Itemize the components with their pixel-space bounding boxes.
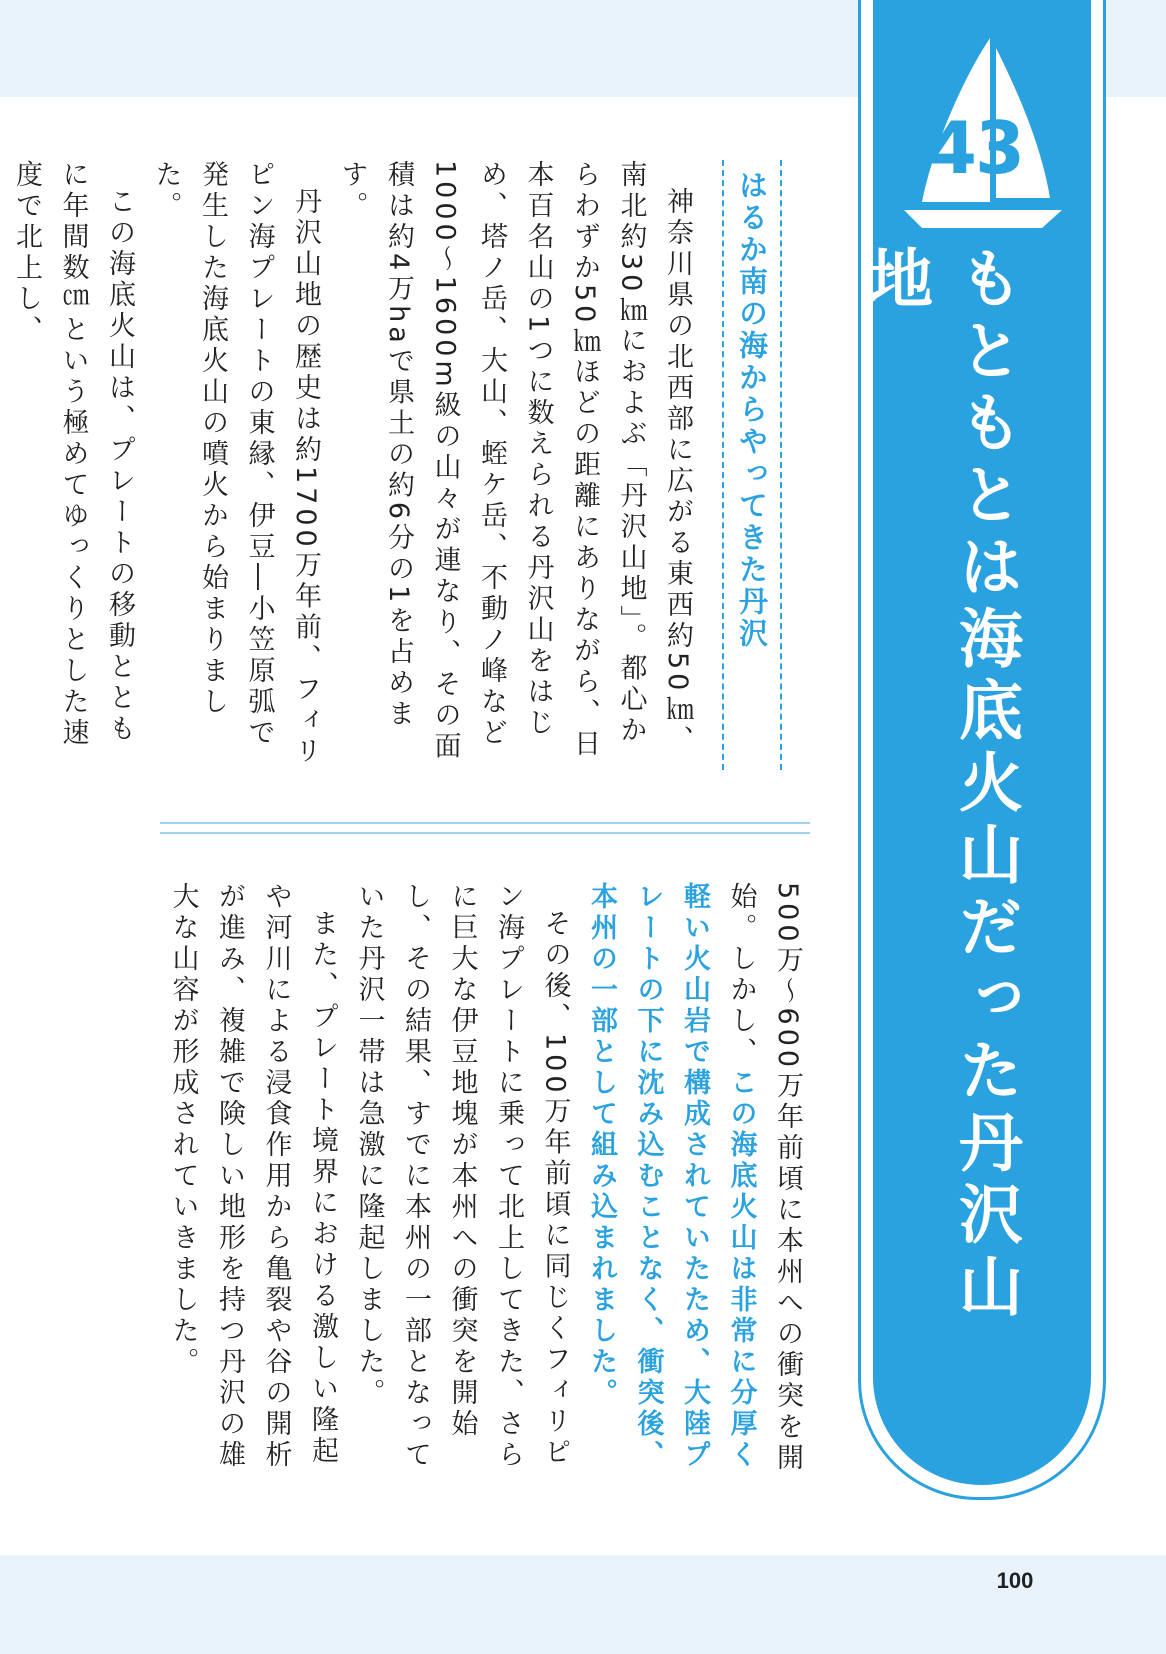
paragraph: その後、100万年前頃に同じくフィリピン海プレートに乗って北上してきた、さらに巨大な伊豆地塊が本州への衝突を開始し、その結果、すでに本州の一部となっていた丹沢一帯は急激に隆起しました。 — [353, 882, 571, 1471]
paragraph: 丹沢山地の歴史は約1700万年前、フィリピン海プレートの東縁、伊豆―小笠原弧で発生した海底火山の噴火から始まりました。 — [150, 160, 321, 768]
chapter-title: もともとは海底火山だった丹沢山地 — [858, 245, 1022, 1325]
page-number: 100 — [996, 1568, 1034, 1593]
top-body — [11, 160, 700, 770]
paragraph: 神奈川県の北西部に広がる東西約50㎞、南北約30㎞におよぶ「丹沢山地」。都心からわずか50㎞ほどの距離にありながら、日本百名山の1つに数えられる丹沢山をはじめ、塔ノ岳、大山、蛭ケ岳、不動ノ峰など1000〜1600m級の山々が連なり、その面積は約4万haで県土の約6分の1を占めます。 — [336, 160, 693, 763]
chapter-number: 43 — [926, 106, 1024, 190]
bottom-body — [160, 882, 810, 1492]
section-divider — [160, 822, 810, 834]
subheading-box — [722, 160, 782, 770]
paragraph-text: 500万〜600万年前頃に本州への衝突を開始。しかし、 — [725, 882, 803, 1475]
highlight-text: この海底火山は非常に分厚く軽い火山岩で構成されていたため、大陸プレートの下に沈み込むことなく、衝突後、本州の一部として組み込まれました。 — [586, 882, 757, 1471]
paragraph: また、プレート境界における激しい隆起や河川による浸食作用から亀裂や谷の開析が進み、複雑で険しい地形を持つ丹沢の雄大な山容が形成されていきました。 — [167, 882, 338, 1471]
subheading: はるか南の海からやってきた丹沢 — [735, 170, 769, 650]
paragraph — [578, 882, 811, 1492]
paragraph: この海底火山は、プレートの移動とともに年間数㎝という極めてゆっくりとした速度で北上し、 — [11, 160, 135, 749]
